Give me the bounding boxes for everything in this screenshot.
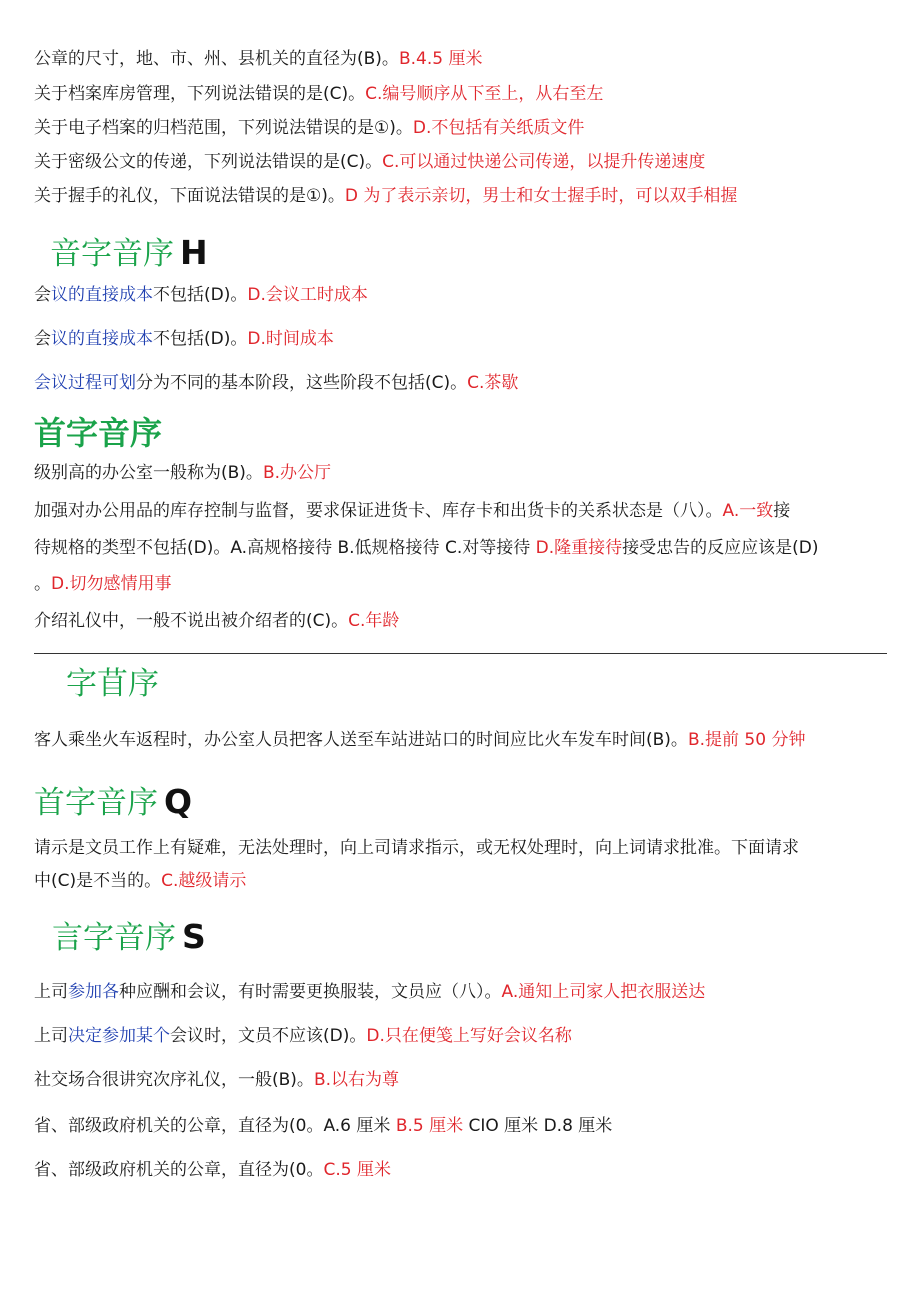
answer-text: D.会议工时成本 (247, 285, 368, 305)
qa-line (34, 82, 603, 106)
question-text: 中(C)是不当的。 (34, 871, 162, 891)
question-text: 会议时，文员不应该(D)。 (170, 1026, 367, 1046)
qa-line (34, 836, 799, 860)
qa-line (34, 184, 737, 208)
answer-text: A.通知上司家人把衣服送达 (501, 982, 706, 1002)
heading-letter: Q (164, 782, 193, 821)
question-text: 省、部级政府机关的公章，直径为(0。 (34, 1160, 324, 1180)
heading-text: 音字音序 (50, 236, 174, 272)
heading-letter: S (182, 917, 206, 956)
question-text: 接 (773, 501, 791, 521)
question-text: 分为不同的基本阶段，这些阶段不包括(C)。 (136, 373, 468, 393)
qa-line (34, 371, 518, 395)
question-text: 不包括(D)。 (153, 329, 248, 349)
answer-text: B.4.5 厘米 (398, 49, 483, 69)
qa-line (34, 1114, 612, 1138)
qa-line (34, 869, 246, 893)
qa-line (34, 116, 584, 140)
answer-text: B.5 厘米 (395, 1116, 464, 1136)
heading-text: 字苜序 (66, 666, 159, 702)
highlight-text: 会议过程可划 (34, 373, 136, 393)
highlight-text: 参加各 (68, 982, 119, 1002)
qa-line (34, 1068, 399, 1092)
question-text: 加强对办公用品的库存控制与监督，要求保证进货卡、库存卡和出货卡的关系状态是（八）。 (34, 501, 723, 521)
question-text: 待规格的类型不包括(D)。A.高规格接待 B.低规格接待 C.对等接待 (34, 538, 536, 558)
question-text: 关于档案库房管理，下列说法错误的是(C)。 (34, 84, 366, 104)
section-heading-k (66, 665, 159, 703)
section-heading-j (34, 414, 162, 452)
highlight-text: 议的直接成本 (51, 285, 153, 305)
question-text: 关于握手的礼仪，下面说法错误的是①)。 (34, 186, 345, 206)
heading-letter: H (180, 233, 208, 272)
section-heading-h (50, 234, 208, 273)
qa-line (34, 283, 368, 307)
qa-line (34, 536, 819, 560)
qa-line (34, 499, 790, 523)
answer-text: D.只在便笺上写好会议名称 (366, 1026, 572, 1046)
qa-line (34, 1158, 391, 1182)
highlight-text: 决定参加某个 (68, 1026, 170, 1046)
question-text: 公章的尺寸，地、市、州、县机关的直径为(B)。 (34, 49, 399, 69)
question-text: 上司 (34, 982, 68, 1002)
answer-text: C.编号顺序从下至上，从右至左 (365, 84, 604, 104)
question-text: 不包括(D)。 (153, 285, 248, 305)
question-text: 。 (34, 574, 51, 594)
qa-line (34, 327, 334, 351)
answer-text: B.办公厅 (262, 463, 332, 483)
question-text: 接受忠告的反应应该是(D) (622, 538, 819, 558)
answer-text: C.可以通过快递公司传递，以提升传递速度 (382, 152, 706, 172)
question-text: 级别高的办公室一般称为(B)。 (34, 463, 263, 483)
answer-text: C.茶歇 (467, 373, 519, 393)
qa-line (34, 1024, 572, 1048)
answer-text: C.越级请示 (161, 871, 247, 891)
qa-line (34, 572, 172, 596)
question-text: 客人乘坐火车返程时，办公室人员把客人送至车站进站口的时间应比火车发车时间(B)。 (34, 730, 688, 750)
question-text: 会 (34, 285, 51, 305)
answer-text: D.时间成本 (247, 329, 334, 349)
answer-text: C.5 厘米 (323, 1160, 391, 1180)
question-text: 上司 (34, 1026, 68, 1046)
question-text: 会 (34, 329, 51, 349)
qa-line (34, 609, 399, 633)
qa-line (34, 150, 705, 174)
question-text: 请示是文员工作上有疑难，无法处理时，向上司请求指示，或无权处理时，向上词请求批准。下面请求 (34, 838, 799, 858)
heading-text: 首字音序 (34, 785, 158, 821)
question-text: 关于电子档案的归档范围，下列说法错误的是①)。 (34, 118, 413, 138)
qa-line (34, 728, 805, 752)
qa-line (34, 461, 331, 485)
question-text: 介绍礼仪中，一般不说出被介绍者的(C)。 (34, 611, 349, 631)
question-text: 关于密级公文的传递，下列说法错误的是(C)。 (34, 152, 383, 172)
answer-text: D.切勿感情用事 (51, 574, 172, 594)
qa-line (34, 47, 482, 71)
question-text: 省、部级政府机关的公章，直径为(0。A.6 厘米 (34, 1116, 396, 1136)
answer-text: B.提前 50 分钟 (687, 730, 806, 750)
section-heading-q (34, 783, 192, 822)
divider (34, 653, 887, 654)
answer-text: D.隆重接待 (535, 538, 623, 558)
answer-text: B.以右为尊 (313, 1070, 400, 1090)
question-text: CIO 厘米 D.8 厘米 (463, 1116, 613, 1136)
highlight-text: 议的直接成本 (51, 329, 153, 349)
answer-text: D.不包括有关纸质文件 (412, 118, 585, 138)
qa-line (34, 980, 705, 1004)
question-text: 社交场合很讲究次序礼仪，一般(B)。 (34, 1070, 314, 1090)
section-heading-s (52, 918, 206, 957)
heading-text: 言字音序 (52, 920, 176, 956)
answer-text: C.年龄 (348, 611, 400, 631)
answer-text: D 为了表示亲切，男士和女士握手时，可以双手相握 (344, 186, 738, 206)
question-text: 种应酬和会议，有时需要更换服装，文员应（八）。 (119, 982, 502, 1002)
answer-text: A.一致 (722, 501, 774, 521)
heading-text: 首字音序 (34, 414, 163, 452)
